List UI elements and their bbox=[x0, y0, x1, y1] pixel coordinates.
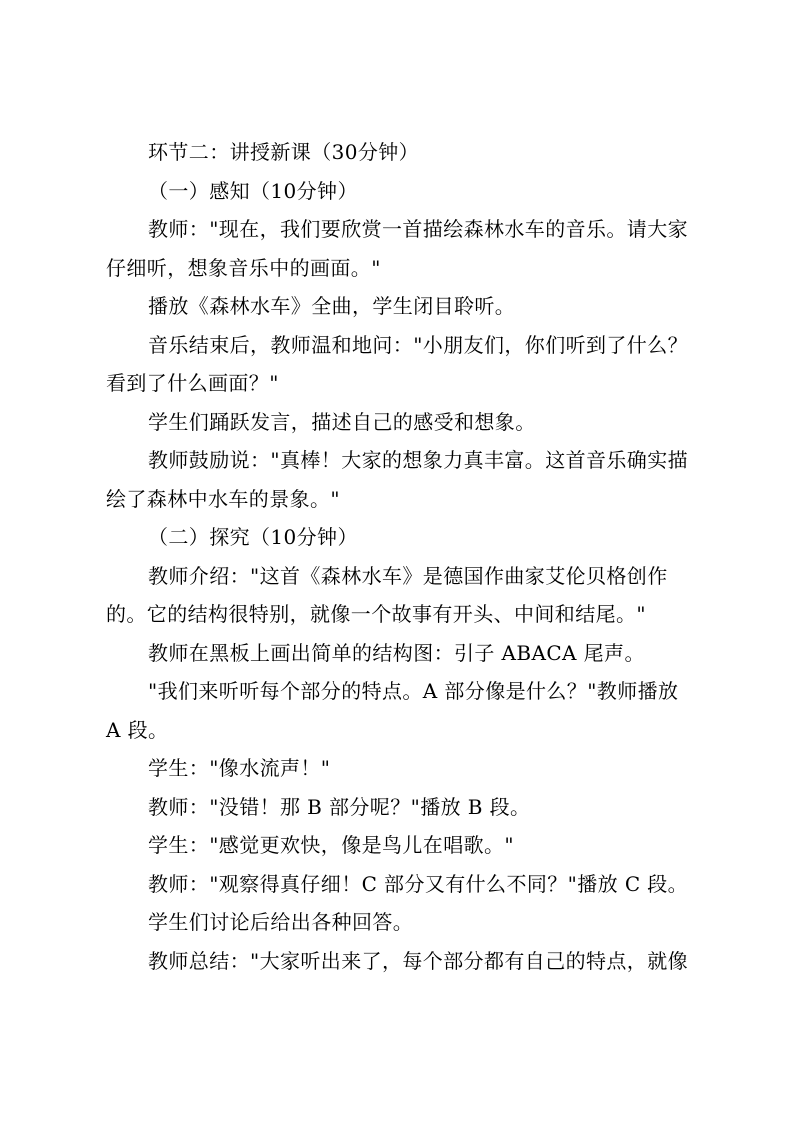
subsection-heading: （一）感知（10分钟） bbox=[148, 178, 358, 203]
paragraph: 音乐结束后，教师温和地问："小朋友们，你们听到了什么？看到了什么画面？" bbox=[106, 332, 688, 395]
paragraph: 播放《森林水车》全曲，学生闭目聆听。 bbox=[148, 294, 516, 318]
paragraph: 教师："没错！那 B 部分呢？"播放 B 段。 bbox=[148, 794, 531, 819]
paragraph: 教师："观察得真仔细！C 部分又有什么不同？"播放 C 段。 bbox=[148, 871, 689, 896]
paragraph: 学生："感觉更欢快，像是鸟儿在唱歌。" bbox=[148, 833, 514, 857]
paragraph: 学生："像水流声！" bbox=[148, 756, 331, 780]
paragraph: 学生们踊跃发言，描述自己的感受和想象。 bbox=[148, 409, 536, 434]
paragraph: 教师在黑板上画出简单的结构图：引子 ABACA 尾声。 bbox=[148, 640, 645, 665]
paragraph: 教师介绍："这首《森林水车》是德国作曲家艾伦贝格创作的。它的结构很特别，就像一个故事有开头、中间和结尾。" bbox=[106, 563, 668, 626]
paragraph: 教师总结："大家听出来了，每个部分都有自己的特点，就像 bbox=[148, 948, 688, 973]
paragraph: "我们来听听每个部分的特点。A 部分像是什么？"教师播放 A 段。 bbox=[106, 679, 679, 742]
subsection-heading: （二）探究（10分钟） bbox=[148, 525, 358, 549]
paragraph: 教师："现在，我们要欣赏一首描绘森林水车的音乐。请大家仔细听，想象音乐中的画面。" bbox=[106, 217, 688, 280]
paragraph: 学生们讨论后给出各种回答。 bbox=[148, 910, 414, 934]
paragraph: 教师鼓励说："真棒！大家的想象力真丰富。这首音乐确实描绘了森林中水车的景象。" bbox=[106, 448, 688, 511]
section-heading: 环节二：讲授新课（30分钟） bbox=[148, 140, 420, 164]
document-body bbox=[106, 133, 696, 980]
